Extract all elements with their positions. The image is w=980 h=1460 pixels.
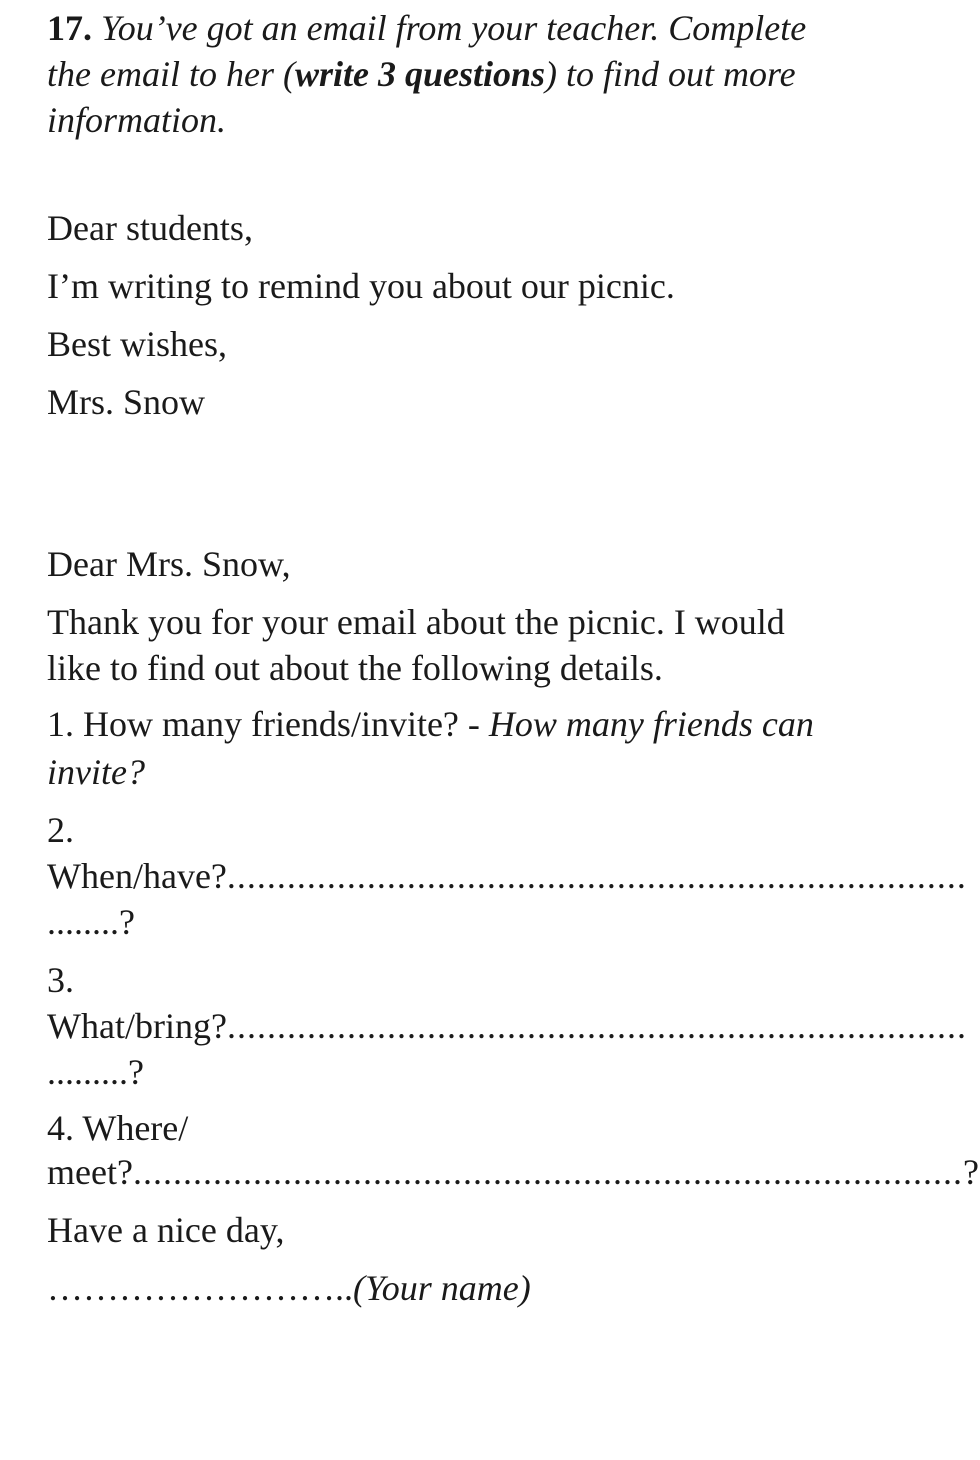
question-3-prompt: What/bring? [47, 1006, 227, 1046]
question-4-line-2 [47, 1152, 980, 1192]
teacher-body: I’m writing to remind you about our picnic. [47, 266, 675, 306]
teacher-signature: Mrs. Snow [47, 382, 206, 422]
instruction-text-1: You’ve got an email from your teacher. Complete [101, 8, 807, 48]
reply-signature [47, 1268, 531, 1308]
question-1-answer-2: invite? [47, 752, 145, 792]
question-4-line-1: 4. Where/ [47, 1108, 189, 1148]
reply-intro-2: like to find out about the following details. [47, 648, 663, 688]
question-1 [47, 704, 814, 744]
reply-intro-1: Thank you for your email about the picnic. I would [47, 602, 785, 642]
reply-greeting: Dear Mrs. Snow, [47, 544, 291, 584]
instruction-bold: write 3 questions [294, 54, 546, 94]
question-2-prompt: When/have? [47, 856, 227, 896]
question-2-number: 2. [47, 810, 74, 850]
teacher-closing: Best wishes, [47, 324, 227, 364]
question-3-blank: .......................................................................... [226, 1006, 967, 1046]
instruction-line-2 [47, 54, 796, 94]
teacher-greeting: Dear students, [47, 208, 253, 248]
instruction-line-1 [47, 8, 806, 48]
question-3-blank-end: .........? [47, 1052, 144, 1092]
reply-closing: Have a nice day, [47, 1210, 285, 1250]
question-1-answer: How many friends can [488, 704, 814, 744]
question-4-prompt: meet? [47, 1152, 133, 1192]
instruction-text-2a: the email to her ( [47, 54, 295, 94]
question-3-number: 3. [47, 960, 74, 1000]
exercise-number: 17. [47, 8, 92, 48]
question-2-line [47, 856, 967, 896]
instruction-line-3: information. [47, 100, 227, 140]
question-2-blank: .......................................................................... [226, 856, 967, 896]
instruction-text-2b: ) to find out more [545, 54, 796, 94]
name-blank: …………………….. [47, 1268, 353, 1308]
question-2-blank-end: ........? [47, 902, 135, 942]
question-4-blank: ...................................................................................? [132, 1152, 980, 1192]
question-1-prompt: 1. How many friends/invite? - [47, 704, 489, 744]
your-name-label: (Your name) [353, 1268, 531, 1308]
question-3-line [47, 1006, 967, 1046]
